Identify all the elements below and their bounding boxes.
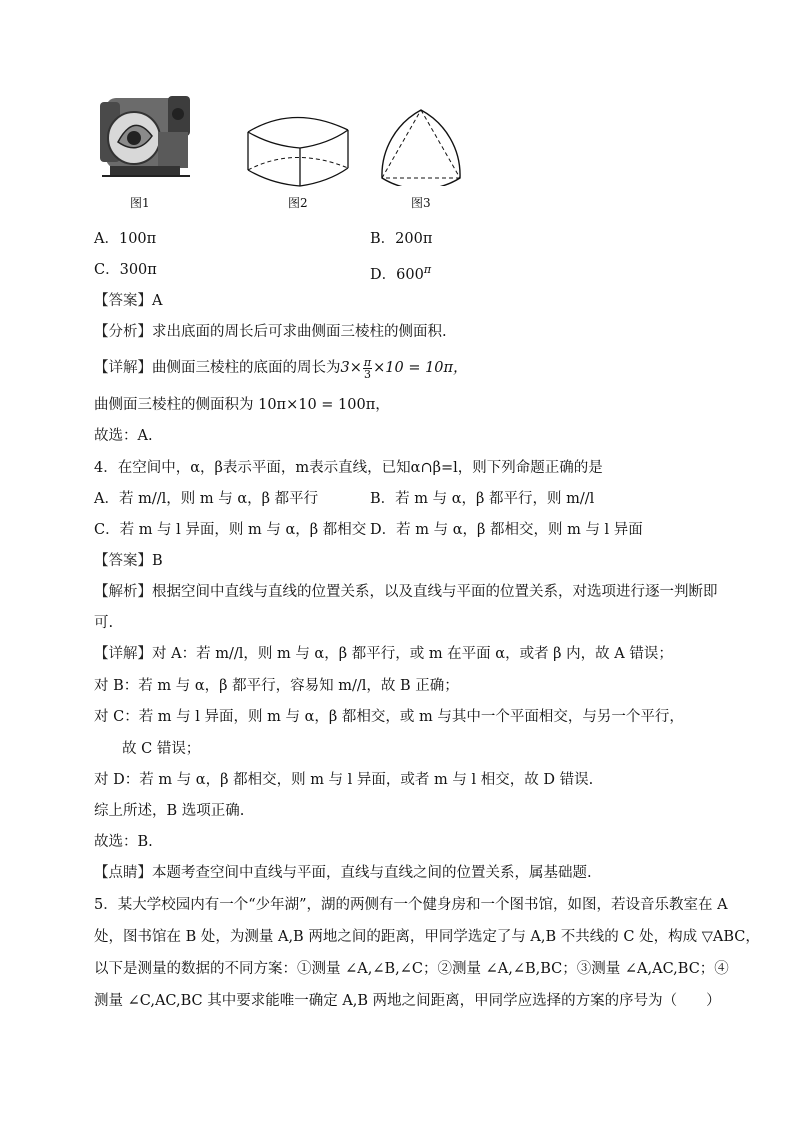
fig2-label: 图2	[288, 196, 308, 210]
q4-explain-2: 可.	[94, 615, 114, 631]
q3-option-b: B．200π	[370, 231, 433, 247]
q4-detail-c: 对 C：若 m 与 l 异面，则 m 与 α，β 都相交，或 m 与其中一个平面相交，与另一个平行，	[94, 709, 684, 725]
answer-tag: 【答案】	[94, 553, 152, 569]
q4-option-b: B．若 m 与 α，β 都平行，则 m//l	[370, 491, 595, 507]
q4-stem: 4．在空间中，α，β表示平面，m表示直线，已知α∩β=l，则下列命题正确的是	[94, 460, 603, 476]
q4-choose: 故选：B.	[94, 834, 153, 850]
q3-option-d-pi: π	[423, 263, 432, 276]
detail-tag: 【详解】	[94, 646, 152, 662]
q3-option-c: C．300π	[94, 262, 157, 278]
fraction-denominator: 3	[363, 367, 371, 381]
pi-over-3-fraction	[363, 357, 372, 380]
q4-comment	[94, 863, 592, 883]
q4-detail-a	[94, 644, 673, 664]
engine-photo	[98, 92, 194, 187]
q3-answer	[94, 291, 162, 311]
answer-tag: 【答案】	[94, 293, 152, 309]
fraction-numerator: π	[363, 355, 372, 369]
answer-value: B	[152, 553, 163, 569]
q4-detail-d: 对 D：若 m 与 α，β 都相交，则 m 与 l 异面，或者 m 与 l 相交，故 D 错误.	[94, 772, 594, 788]
fig3-label: 图3	[411, 196, 431, 210]
q4-option-a: A．若 m//l，则 m 与 α，β 都平行	[94, 491, 319, 507]
q3-option-a: A．100π	[94, 231, 157, 247]
q4-option-c: C．若 m 与 l 异面，则 m 与 α，β 都相交	[94, 522, 367, 538]
analysis-tag: 【分析】	[94, 324, 152, 340]
analysis-text: 求出底面的周长后可求曲侧面三棱柱的侧面积.	[152, 324, 447, 340]
reuleaux-triangle-figure	[378, 106, 464, 186]
detail-1-prefix: 曲侧面三棱柱的底面的周长为	[152, 360, 341, 376]
detail-tag: 【详解】	[94, 360, 152, 376]
q4-detail-b: 对 B：若 m 与 α，β 都平行，容易知 m//l，故 B 正确；	[94, 678, 459, 694]
q4-explain-1	[94, 582, 718, 602]
q3-option-d-prefix: D．600	[370, 266, 424, 283]
q4-answer	[94, 551, 163, 571]
q4-summary: 综上所述，B 选项正确.	[94, 803, 245, 819]
q4-detail-c2: 故 C 错误；	[122, 741, 201, 757]
q5-line-4: 测量 ∠C,AC,BC 其中要求能唯一确定 A,B 两地之间距离，甲同学应选择的方案的序号为（ ）	[94, 993, 721, 1009]
detail-a-text: 对 A：若 m//l，则 m 与 α，β 都平行，或 m 在平面 α，或者 β 内，故 A 错误；	[152, 646, 673, 662]
q3-option-d	[370, 260, 431, 285]
q5-line-3: 以下是测量的数据的不同方案：①测量 ∠A,∠B,∠C；②测量 ∠A,∠B,BC；③测量 ∠A,AC,BC；④	[94, 961, 729, 977]
q3-choose: 故选：A.	[94, 428, 153, 444]
curved-prism-figure	[244, 116, 352, 188]
comment-tag: 【点睛】	[94, 865, 152, 881]
comment-text: 本题考查空间中直线与平面，直线与直线之间的位置关系，属基础题.	[152, 865, 592, 881]
explain-tag: 【解析】	[94, 584, 152, 600]
q5-line-1: 5．某大学校园内有一个“少年湖”，湖的两侧有一个健身房和一个图书馆，如图，若设音乐教室在 A	[94, 897, 728, 913]
fig1-label: 图1	[130, 196, 150, 210]
answer-value: A	[152, 293, 163, 309]
formula-a: 3×	[340, 360, 362, 376]
explain-text: 根据空间中直线与直线的位置关系，以及直线与平面的位置关系，对选项进行逐一判断即	[152, 584, 718, 600]
q3-analysis	[94, 322, 447, 342]
q3-detail-2: 曲侧面三棱柱的侧面积为 10π×10 = 100π，	[94, 397, 390, 413]
formula-b: ×10 = 10π，	[373, 360, 468, 376]
q4-option-d: D．若 m 与 α，β 都相交，则 m 与 l 异面	[370, 522, 643, 538]
q3-detail-1	[94, 354, 468, 382]
q5-line-2: 处，图书馆在 B 处，为测量 A,B 两地之间的距离，甲同学选定了与 A,B 不共线的 C 处，构成 ▽ABC，	[94, 929, 760, 945]
